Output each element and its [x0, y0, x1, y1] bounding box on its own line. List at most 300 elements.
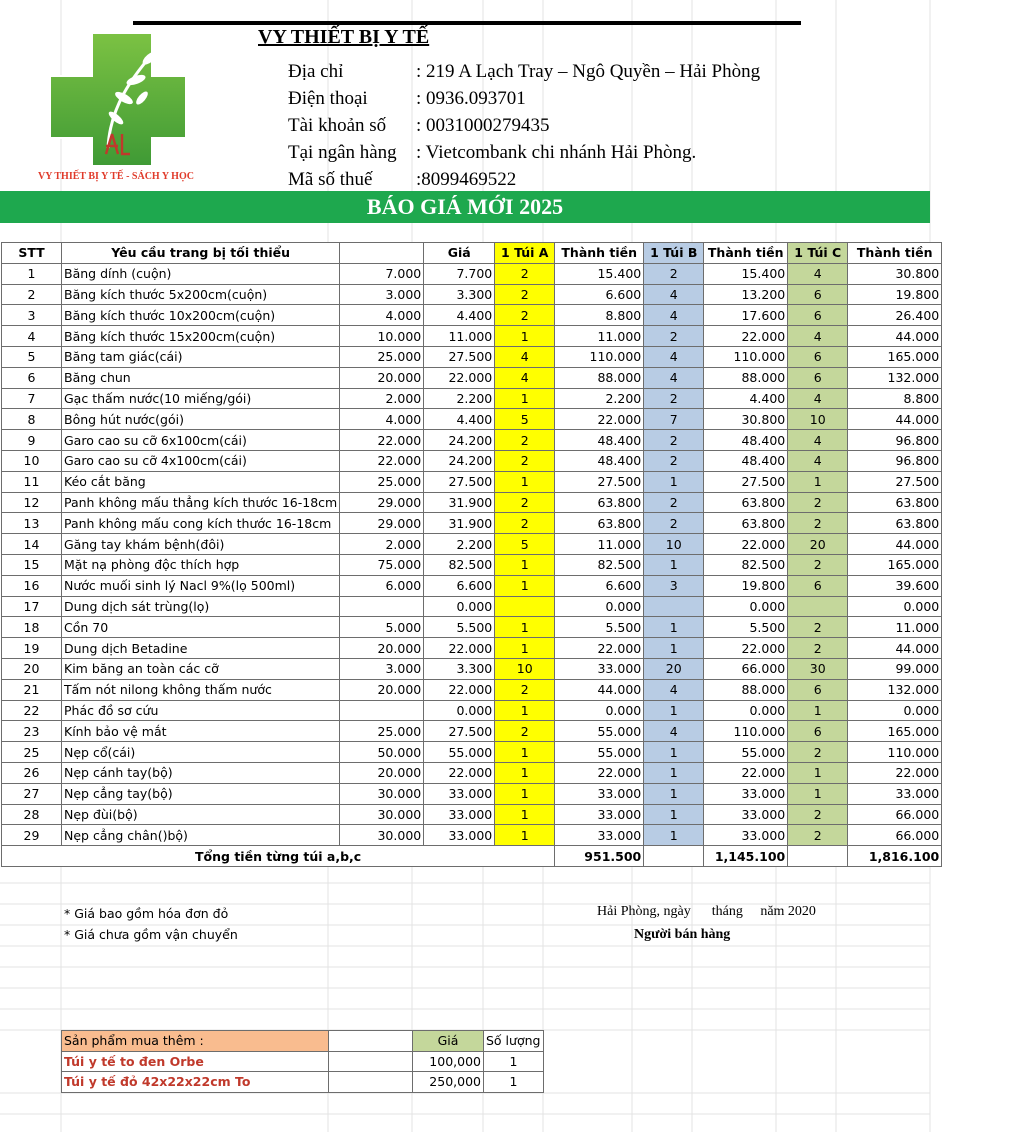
cell-price: 22.000: [424, 367, 495, 388]
cell-tc: 44.000: [848, 638, 942, 659]
extra-header-qty: Số lượng: [484, 1031, 544, 1052]
cell-qb: 3: [644, 575, 704, 596]
cell-stt: 29: [2, 825, 62, 846]
cell-item: Nẹp đùi(bộ): [62, 804, 340, 825]
table-row: [2, 596, 942, 617]
cell-item: Cồn 70: [62, 617, 340, 638]
cell-cost: 29.000: [340, 492, 424, 513]
cell-qb: 1: [644, 804, 704, 825]
cell-qb: 7: [644, 409, 704, 430]
table-row: [2, 825, 942, 846]
cell-qc: 4: [788, 388, 848, 409]
cell-stt: 20: [2, 658, 62, 679]
cell-stt: 21: [2, 679, 62, 700]
cell-qb: 1: [644, 783, 704, 804]
cell-ta: 11.000: [555, 326, 644, 347]
cell-tb: 63.800: [704, 513, 788, 534]
cell-item: Nẹp cẳng chân()bộ): [62, 825, 340, 846]
cell-tb: 5.500: [704, 617, 788, 638]
cell-price: 7.700: [424, 263, 495, 284]
extra-item-price: 100,000: [413, 1051, 484, 1072]
cell-item: Kính bảo vệ mắt: [62, 721, 340, 742]
total-b: 1,145.100: [704, 846, 788, 867]
seller-label: Người bán hàng: [634, 927, 731, 942]
cell-stt: 1: [2, 263, 62, 284]
cell-qb: 1: [644, 700, 704, 721]
cell-tc: 165.000: [848, 346, 942, 367]
cell-qa: 5: [495, 534, 555, 555]
total-spacer-b: [644, 846, 704, 867]
table-row: [2, 783, 942, 804]
cell-price: 27.500: [424, 721, 495, 742]
cell-qa: 1: [495, 388, 555, 409]
date-line: Hải Phòng, ngày tháng năm 2020: [597, 904, 816, 919]
cell-tc: 22.000: [848, 762, 942, 783]
cell-cost: 30.000: [340, 804, 424, 825]
cell-qc: 4: [788, 450, 848, 471]
cell-item: Găng tay khám bệnh(đôi): [62, 534, 340, 555]
cell-item: Kéo cắt băng: [62, 471, 340, 492]
cell-cost: 3.000: [340, 658, 424, 679]
cell-cost: 4.000: [340, 409, 424, 430]
cell-tb: 17.600: [704, 305, 788, 326]
cell-qa: 1: [495, 471, 555, 492]
cell-qc: 2: [788, 638, 848, 659]
cell-tb: 88.000: [704, 367, 788, 388]
cell-ta: 88.000: [555, 367, 644, 388]
cell-stt: 22: [2, 700, 62, 721]
cell-qc: 4: [788, 326, 848, 347]
cell-qb: 2: [644, 263, 704, 284]
cell-tb: 22.000: [704, 326, 788, 347]
cell-qa: 1: [495, 326, 555, 347]
cell-qa: 2: [495, 263, 555, 284]
cell-tc: 11.000: [848, 617, 942, 638]
cell-cost: 6.000: [340, 575, 424, 596]
cell-ta: 2.200: [555, 388, 644, 409]
cell-tb: 22.000: [704, 638, 788, 659]
extra-row: [62, 1051, 544, 1072]
cell-tc: 39.600: [848, 575, 942, 596]
info-value-address: : 219 A Lạch Tray – Ngô Quyền – Hải Phòng: [416, 61, 761, 82]
cell-ta: 22.000: [555, 638, 644, 659]
cell-tb: 33.000: [704, 825, 788, 846]
cell-price: 27.500: [424, 471, 495, 492]
cell-stt: 23: [2, 721, 62, 742]
cell-cost: 20.000: [340, 762, 424, 783]
cell-tb: 33.000: [704, 804, 788, 825]
cell-tb: 4.400: [704, 388, 788, 409]
cell-cost: 5.000: [340, 617, 424, 638]
cell-item: Panh không mấu thẳng kích thước 16-18cm: [62, 492, 340, 513]
cell-item: Phác đồ sơ cứu: [62, 700, 340, 721]
cell-price: 33.000: [424, 804, 495, 825]
cell-ta: 27.500: [555, 471, 644, 492]
cell-ta: 15.400: [555, 263, 644, 284]
cell-stt: 6: [2, 367, 62, 388]
cell-qc: 6: [788, 679, 848, 700]
extra-item-name: Túi y tế to đen Orbe: [62, 1051, 329, 1072]
cell-tc: 0.000: [848, 596, 942, 617]
cell-qb: 4: [644, 346, 704, 367]
cell-qb: 1: [644, 554, 704, 575]
extra-item-name: Túi y tế đỏ 42x22x22cm To: [62, 1072, 329, 1093]
header-qty-c: 1 Túi C: [788, 243, 848, 264]
cell-item: Dung dịch Betadine: [62, 638, 340, 659]
cell-qa: 1: [495, 825, 555, 846]
extra-header-row: [62, 1031, 544, 1052]
cell-item: Nẹp cổ(cái): [62, 742, 340, 763]
price-table-body: [2, 263, 942, 845]
cell-ta: 55.000: [555, 742, 644, 763]
info-value-bank: : Vietcombank chi nhánh Hải Phòng.: [416, 142, 697, 163]
cell-qc: 30: [788, 658, 848, 679]
extra-header-spacer: [329, 1031, 413, 1052]
table-row: [2, 430, 942, 451]
cell-qa: 2: [495, 721, 555, 742]
table-row: [2, 742, 942, 763]
cell-ta: 5.500: [555, 617, 644, 638]
cell-ta: 110.000: [555, 346, 644, 367]
cell-ta: 33.000: [555, 783, 644, 804]
table-row: [2, 721, 942, 742]
info-value-tax: :8099469522: [416, 169, 517, 190]
medical-cross-logo-icon: [30, 28, 210, 188]
cell-price: 33.000: [424, 783, 495, 804]
cell-ta: 63.800: [555, 492, 644, 513]
cell-stt: 3: [2, 305, 62, 326]
cell-ta: 48.400: [555, 450, 644, 471]
cell-tb: 27.500: [704, 471, 788, 492]
cell-cost: 25.000: [340, 721, 424, 742]
cell-ta: 44.000: [555, 679, 644, 700]
cell-ta: 82.500: [555, 554, 644, 575]
table-row: [2, 305, 942, 326]
cell-tc: 26.400: [848, 305, 942, 326]
cell-qa: 1: [495, 617, 555, 638]
header-item: Yêu cầu trang bị tối thiểu: [62, 243, 340, 264]
cell-qa: 1: [495, 804, 555, 825]
info-label-phone: Điện thoại: [288, 88, 368, 109]
cell-tc: 0.000: [848, 700, 942, 721]
cell-tb: 15.400: [704, 263, 788, 284]
cell-stt: 12: [2, 492, 62, 513]
table-row: [2, 513, 942, 534]
extra-item-spacer: [329, 1051, 413, 1072]
table-row: [2, 388, 942, 409]
cell-tb: 0.000: [704, 700, 788, 721]
cell-stt: 5: [2, 346, 62, 367]
cell-item: Garo cao su cỡ 4x100cm(cái): [62, 450, 340, 471]
cell-ta: 6.600: [555, 284, 644, 305]
cell-stt: 10: [2, 450, 62, 471]
cell-qa: 5: [495, 409, 555, 430]
cell-cost: 2.000: [340, 534, 424, 555]
cell-qb: 1: [644, 638, 704, 659]
cell-price: 3.300: [424, 284, 495, 305]
note-invoice: * Giá bao gồm hóa đơn đỏ: [64, 906, 229, 921]
cell-cost: 25.000: [340, 346, 424, 367]
table-row: [2, 762, 942, 783]
cell-qb: 4: [644, 367, 704, 388]
cell-qb: 1: [644, 471, 704, 492]
table-row: [2, 534, 942, 555]
cell-ta: 22.000: [555, 762, 644, 783]
extra-header-label: Sản phẩm mua thêm :: [62, 1031, 329, 1052]
extra-item-qty: 1: [484, 1072, 544, 1093]
total-a: 951.500: [555, 846, 644, 867]
cell-price: 4.400: [424, 305, 495, 326]
cell-item: Garo cao su cỡ 6x100cm(cái): [62, 430, 340, 451]
extra-header-price: Giá: [413, 1031, 484, 1052]
cell-qb: 2: [644, 492, 704, 513]
table-row: [2, 471, 942, 492]
cell-qb: 4: [644, 305, 704, 326]
cell-qa: 4: [495, 367, 555, 388]
cell-price: 2.200: [424, 534, 495, 555]
cell-item: Kim băng an toàn các cỡ: [62, 658, 340, 679]
cell-item: Tấm nót nilong không thấm nước: [62, 679, 340, 700]
cell-tb: 48.400: [704, 450, 788, 471]
cell-cost: 2.000: [340, 388, 424, 409]
header-cost: [340, 243, 424, 264]
cell-tb: 110.000: [704, 721, 788, 742]
cell-price: 82.500: [424, 554, 495, 575]
cell-tc: 63.800: [848, 513, 942, 534]
cell-qc: 10: [788, 409, 848, 430]
header-total-b: Thành tiền: [704, 243, 788, 264]
cell-tc: 165.000: [848, 554, 942, 575]
cell-stt: 11: [2, 471, 62, 492]
title-banner: [0, 191, 930, 223]
cell-ta: 48.400: [555, 430, 644, 451]
cell-qc: 1: [788, 700, 848, 721]
cell-price: 11.000: [424, 326, 495, 347]
cell-tc: 99.000: [848, 658, 942, 679]
cell-tc: 66.000: [848, 804, 942, 825]
cell-stt: 2: [2, 284, 62, 305]
cell-qa: 1: [495, 554, 555, 575]
cell-qc: [788, 596, 848, 617]
info-label-tax: Mã số thuế: [288, 169, 373, 190]
cell-price: 22.000: [424, 762, 495, 783]
header-qty-a: 1 Túi A: [495, 243, 555, 264]
cell-qa: 2: [495, 492, 555, 513]
table-row: [2, 409, 942, 430]
cell-tb: 0.000: [704, 596, 788, 617]
cell-qa: 2: [495, 430, 555, 451]
cell-tc: 66.000: [848, 825, 942, 846]
cell-stt: 18: [2, 617, 62, 638]
cell-qa: 2: [495, 450, 555, 471]
cell-cost: 3.000: [340, 284, 424, 305]
cell-cost: [340, 596, 424, 617]
cell-cost: 29.000: [340, 513, 424, 534]
cell-item: Dung dịch sát trùng(lọ): [62, 596, 340, 617]
cell-price: 24.200: [424, 430, 495, 451]
top-rule: [133, 21, 801, 25]
cell-qa: 1: [495, 700, 555, 721]
cell-tc: 27.500: [848, 471, 942, 492]
cell-tc: 132.000: [848, 367, 942, 388]
cell-cost: 4.000: [340, 305, 424, 326]
total-row: [2, 846, 942, 867]
info-value-phone: : 0936.093701: [416, 88, 526, 109]
cell-price: 22.000: [424, 638, 495, 659]
cell-qc: 1: [788, 471, 848, 492]
cell-qb: 1: [644, 825, 704, 846]
cell-qa: 10: [495, 658, 555, 679]
cell-cost: 22.000: [340, 450, 424, 471]
cell-ta: 11.000: [555, 534, 644, 555]
cell-price: 31.900: [424, 513, 495, 534]
cell-price: 6.600: [424, 575, 495, 596]
cell-qa: 2: [495, 679, 555, 700]
table-row: [2, 679, 942, 700]
cell-tb: 22.000: [704, 534, 788, 555]
extra-item-qty: 1: [484, 1051, 544, 1072]
cell-price: 55.000: [424, 742, 495, 763]
cell-item: Băng kích thước 15x200cm(cuộn): [62, 326, 340, 347]
cell-cost: 20.000: [340, 638, 424, 659]
cell-qb: 2: [644, 326, 704, 347]
cell-tc: 30.800: [848, 263, 942, 284]
cell-ta: 0.000: [555, 700, 644, 721]
cell-qb: [644, 596, 704, 617]
cell-ta: 55.000: [555, 721, 644, 742]
cell-tc: 19.800: [848, 284, 942, 305]
cell-qc: 6: [788, 367, 848, 388]
cell-stt: 19: [2, 638, 62, 659]
cell-tb: 48.400: [704, 430, 788, 451]
cell-stt: 13: [2, 513, 62, 534]
cell-cost: 50.000: [340, 742, 424, 763]
cell-qb: 2: [644, 450, 704, 471]
logo: [30, 28, 210, 188]
cell-cost: 30.000: [340, 825, 424, 846]
price-table: [1, 242, 942, 867]
total-spacer-c: [788, 846, 848, 867]
cell-item: Băng chun: [62, 367, 340, 388]
table-header-row: [2, 243, 942, 264]
header-qty-b: 1 Túi B: [644, 243, 704, 264]
cell-price: 22.000: [424, 679, 495, 700]
cell-price: 31.900: [424, 492, 495, 513]
cell-tc: 110.000: [848, 742, 942, 763]
extra-products-table: [61, 1030, 544, 1093]
table-row: [2, 575, 942, 596]
cell-price: 0.000: [424, 596, 495, 617]
cell-stt: 17: [2, 596, 62, 617]
table-row: [2, 450, 942, 471]
cell-qb: 4: [644, 284, 704, 305]
cell-stt: 9: [2, 430, 62, 451]
cell-qc: 6: [788, 346, 848, 367]
cell-tc: 165.000: [848, 721, 942, 742]
cell-qa: 1: [495, 762, 555, 783]
cell-qc: 2: [788, 513, 848, 534]
cell-stt: 7: [2, 388, 62, 409]
cell-item: Băng dính (cuộn): [62, 263, 340, 284]
cell-price: 0.000: [424, 700, 495, 721]
cell-stt: 8: [2, 409, 62, 430]
cell-qb: 1: [644, 762, 704, 783]
table-row: [2, 492, 942, 513]
cell-ta: 8.800: [555, 305, 644, 326]
cell-tb: 66.000: [704, 658, 788, 679]
cell-item: Gạc thấm nước(10 miếng/gói): [62, 388, 340, 409]
cell-ta: 33.000: [555, 825, 644, 846]
cell-stt: 25: [2, 742, 62, 763]
cell-qc: 6: [788, 284, 848, 305]
cell-ta: 33.000: [555, 658, 644, 679]
cell-ta: 22.000: [555, 409, 644, 430]
shop-name: VY THIẾT BỊ Y TẾ: [258, 26, 430, 48]
cell-cost: 30.000: [340, 783, 424, 804]
cell-item: Mặt nạ phòng độc thích hợp: [62, 554, 340, 575]
extra-row: [62, 1072, 544, 1093]
cell-ta: 63.800: [555, 513, 644, 534]
cell-qc: 2: [788, 804, 848, 825]
table-row: [2, 346, 942, 367]
table-row: [2, 617, 942, 638]
cell-tc: 63.800: [848, 492, 942, 513]
logo-caption: VY THIẾT BỊ Y TẾ - SÁCH Y HỌC: [38, 171, 194, 182]
cell-qc: 1: [788, 783, 848, 804]
header-total-a: Thành tiền: [555, 243, 644, 264]
cell-qc: 2: [788, 492, 848, 513]
table-row: [2, 804, 942, 825]
cell-cost: [340, 700, 424, 721]
table-row: [2, 638, 942, 659]
cell-tc: 33.000: [848, 783, 942, 804]
cell-qc: 1: [788, 762, 848, 783]
extra-item-spacer: [329, 1072, 413, 1093]
cell-qc: 2: [788, 554, 848, 575]
table-row: [2, 263, 942, 284]
cell-price: 2.200: [424, 388, 495, 409]
cell-stt: 14: [2, 534, 62, 555]
cell-tb: 13.200: [704, 284, 788, 305]
cell-stt: 4: [2, 326, 62, 347]
table-row: [2, 554, 942, 575]
table-row: [2, 326, 942, 347]
note-shipping: * Giá chưa gồm vận chuyển: [64, 927, 238, 942]
cell-qa: 1: [495, 742, 555, 763]
cell-price: 3.300: [424, 658, 495, 679]
cell-tb: 82.500: [704, 554, 788, 575]
cell-qc: 2: [788, 617, 848, 638]
cell-item: Băng tam giác(cái): [62, 346, 340, 367]
cell-tb: 19.800: [704, 575, 788, 596]
cell-tb: 63.800: [704, 492, 788, 513]
cell-stt: 15: [2, 554, 62, 575]
cell-qa: 1: [495, 575, 555, 596]
cell-qa: [495, 596, 555, 617]
cell-tb: 55.000: [704, 742, 788, 763]
info-label-account: Tài khoản số: [288, 115, 387, 136]
cell-qb: 2: [644, 388, 704, 409]
info-label-bank: Tại ngân hàng: [288, 142, 397, 163]
cell-qb: 10: [644, 534, 704, 555]
cell-tb: 110.000: [704, 346, 788, 367]
cell-item: Nước muối sinh lý Nacl 9%(lọ 500ml): [62, 575, 340, 596]
cell-qb: 2: [644, 513, 704, 534]
cell-price: 5.500: [424, 617, 495, 638]
cell-ta: 33.000: [555, 804, 644, 825]
cell-item: Băng kích thước 5x200cm(cuộn): [62, 284, 340, 305]
extra-item-price: 250,000: [413, 1072, 484, 1093]
